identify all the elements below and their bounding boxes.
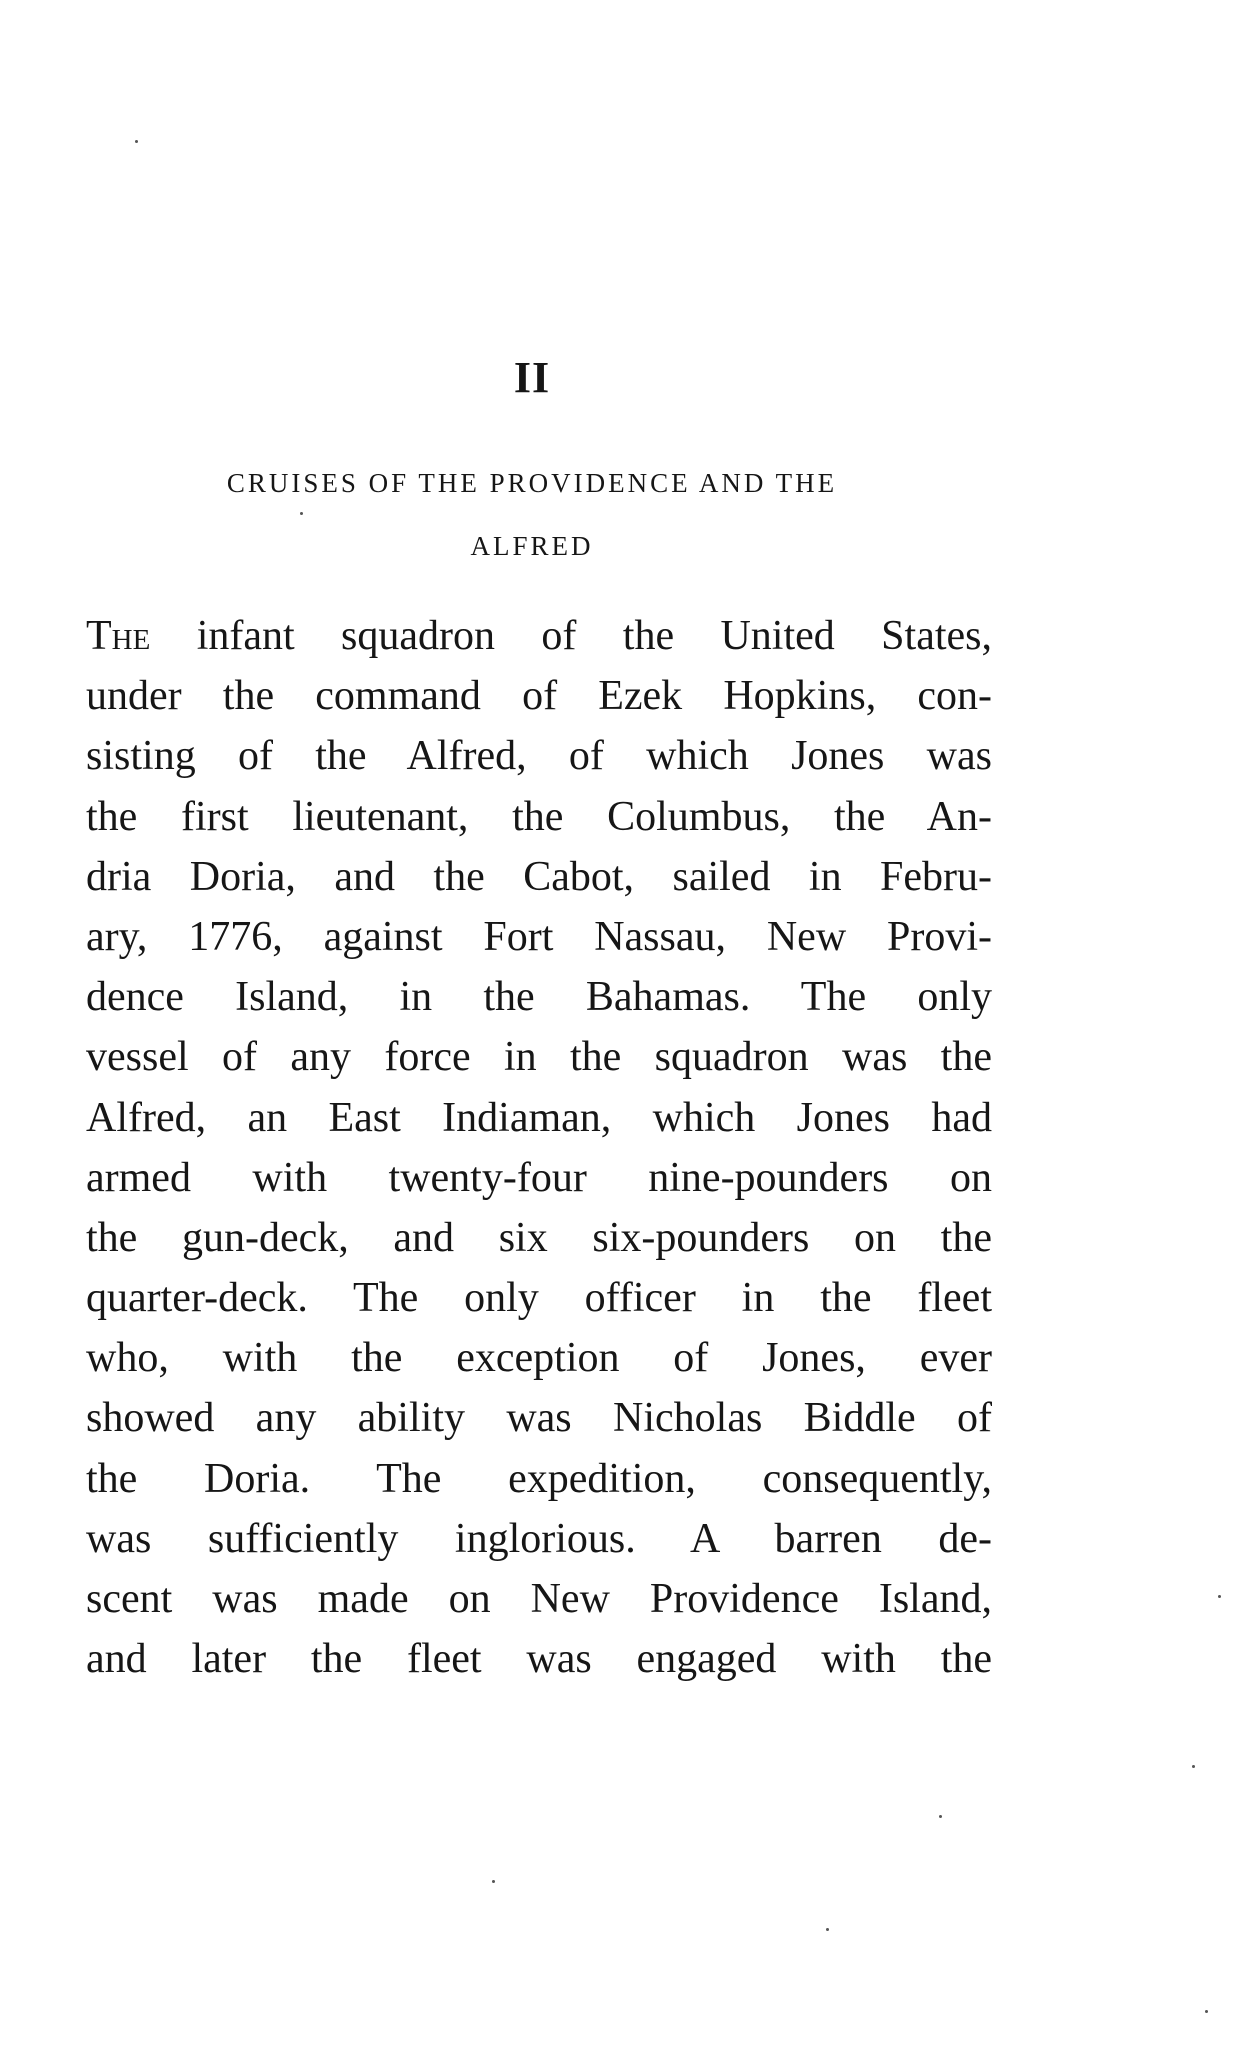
text-line-content: infant squadron of the United States, bbox=[150, 613, 992, 659]
text-line: sisting of the Alfred, of which Jones was bbox=[86, 733, 992, 780]
text-line bbox=[86, 606, 992, 666]
scan-speck bbox=[1218, 1595, 1221, 1598]
chapter-title-line-1: CRUISES OF THE PROVIDENCE AND THE bbox=[226, 468, 838, 498]
scan-speck bbox=[1205, 2010, 1208, 2013]
text-line: ary, 1776, against Fort Nassau, New Provi- bbox=[86, 913, 992, 960]
scan-speck bbox=[492, 1880, 495, 1883]
text-line: under the command of Ezek Hopkins, con- bbox=[86, 673, 992, 720]
text-line: who, with the exception of Jones, ever bbox=[86, 1335, 992, 1382]
text-line: showed any ability was Nicholas Biddle of bbox=[86, 1395, 992, 1442]
chapter-number: II bbox=[513, 353, 551, 402]
text-line: quarter-deck. The only officer in the fleet bbox=[86, 1275, 992, 1322]
text-line: dence Island, in the Bahamas. The only bbox=[86, 974, 992, 1021]
scan-speck bbox=[1192, 1765, 1195, 1768]
scan-speck bbox=[826, 1928, 829, 1931]
text-line: vessel of any force in the squadron was the bbox=[86, 1034, 992, 1081]
chapter-title-line-2: ALFRED bbox=[470, 531, 594, 561]
text-line: the gun-deck, and six six-pounders on the bbox=[86, 1214, 992, 1261]
text-line: Alfred, an East Indiaman, which Jones had bbox=[86, 1094, 992, 1141]
text-line: and later the fleet was engaged with the bbox=[86, 1636, 992, 1683]
scan-speck bbox=[135, 140, 138, 143]
body-paragraph bbox=[86, 606, 992, 1689]
text-line: scent was made on New Providence Island, bbox=[86, 1576, 992, 1622]
text-line: armed with twenty-four nine-pounders on bbox=[86, 1154, 992, 1201]
text-line: dria Doria, and the Cabot, sailed in Febru- bbox=[86, 853, 992, 900]
lead-word: The bbox=[86, 613, 151, 659]
scan-speck bbox=[300, 512, 303, 515]
text-line: the Doria. The expedition, consequently, bbox=[86, 1455, 992, 1502]
scan-speck bbox=[939, 1815, 942, 1818]
chapter-title bbox=[0, 452, 1064, 578]
text-line: the first lieutenant, the Columbus, the An- bbox=[86, 793, 992, 840]
text-line: was sufficiently inglorious. A barren de- bbox=[86, 1515, 992, 1562]
